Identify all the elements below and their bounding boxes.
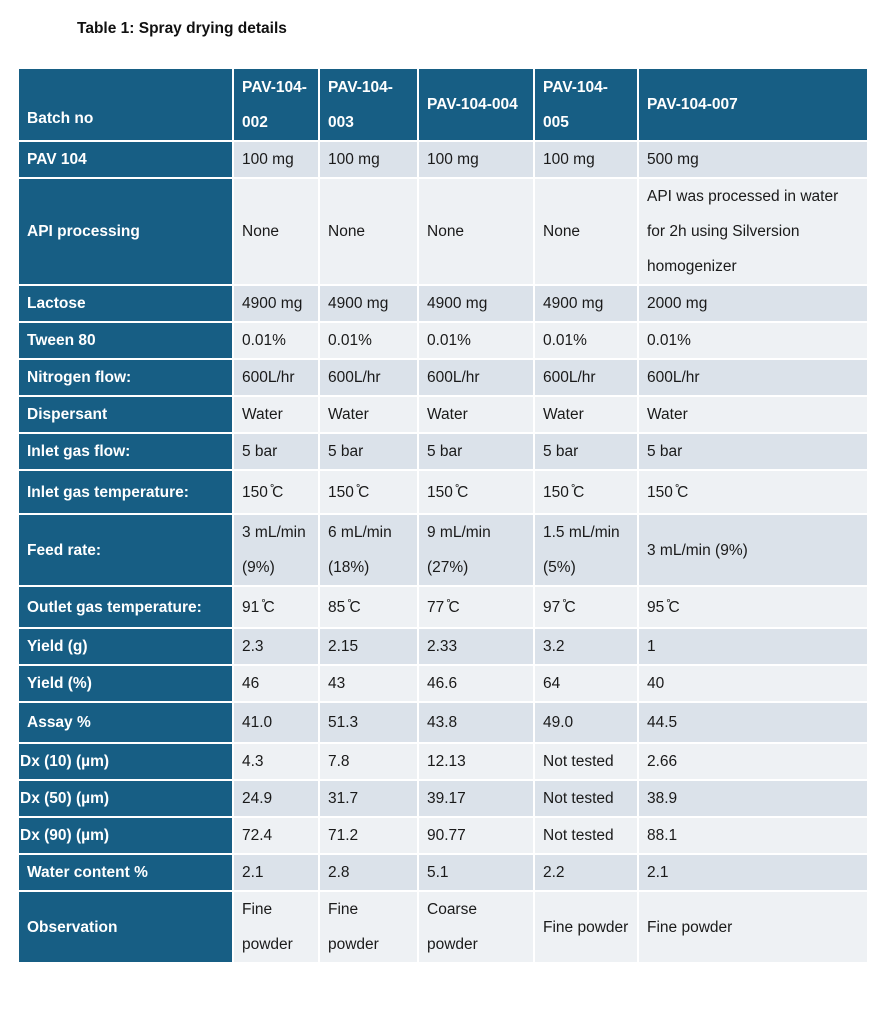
table-cell: 77 ̊C [418, 586, 534, 628]
table-cell: 5 bar [233, 433, 319, 470]
table-cell: 4.3 [233, 743, 319, 780]
table-cell: Not tested [534, 743, 638, 780]
row-label: Lactose [18, 285, 233, 322]
table-cell: 5.1 [418, 854, 534, 891]
table-row [18, 470, 868, 514]
table-row [18, 141, 868, 178]
table-cell: 4900 mg [534, 285, 638, 322]
table-cell: 600L/hr [638, 359, 868, 396]
table-cell: Fine powder [638, 891, 868, 963]
table-row [18, 817, 868, 854]
table-cell: 500 mg [638, 141, 868, 178]
row-label: Feed rate: [18, 514, 233, 586]
table-cell: 150 ̊C [233, 470, 319, 514]
table-cell: 600L/hr [319, 359, 418, 396]
table-cell: None [233, 178, 319, 285]
table-row [18, 396, 868, 433]
table-row [18, 743, 868, 780]
table-cell: 46.6 [418, 665, 534, 702]
table-cell: 3 mL/min (9%) [233, 514, 319, 586]
table-row [18, 702, 868, 743]
table-cell: 100 mg [233, 141, 319, 178]
batch-header: PAV-104-002 [233, 68, 319, 141]
table-cell: 88.1 [638, 817, 868, 854]
table-cell: 0.01% [638, 322, 868, 359]
table-cell: 100 mg [319, 141, 418, 178]
table-cell: Water [233, 396, 319, 433]
row-label: Dispersant [18, 396, 233, 433]
table-cell: 90.77 [418, 817, 534, 854]
table-cell: 150 ̊C [534, 470, 638, 514]
table-cell: 2.2 [534, 854, 638, 891]
table-row [18, 178, 868, 285]
table-cell: 9 mL/min (27%) [418, 514, 534, 586]
table-cell: 46 [233, 665, 319, 702]
table-cell: 600L/hr [233, 359, 319, 396]
table-cell: 0.01% [534, 322, 638, 359]
table-cell: 5 bar [534, 433, 638, 470]
row-label: Inlet gas temperature: [18, 470, 233, 514]
table-cell: 6 mL/min (18%) [319, 514, 418, 586]
table-cell: 4900 mg [319, 285, 418, 322]
row-label: Outlet gas temperature: [18, 586, 233, 628]
table-row [18, 854, 868, 891]
table-cell: 5 bar [418, 433, 534, 470]
table-cell: Water [534, 396, 638, 433]
table-cell: 3 mL/min (9%) [638, 514, 868, 586]
table-row [18, 780, 868, 817]
table-cell: 4900 mg [233, 285, 319, 322]
table-row [18, 586, 868, 628]
table-cell: 0.01% [233, 322, 319, 359]
table-cell: 0.01% [319, 322, 418, 359]
batch-header: PAV-104-003 [319, 68, 418, 141]
table-cell: 95 ̊C [638, 586, 868, 628]
table-cell: 24.9 [233, 780, 319, 817]
row-label: Assay % [18, 702, 233, 743]
table-cell: 64 [534, 665, 638, 702]
table-cell: 5 bar [638, 433, 868, 470]
table-cell: 91 ̊C [233, 586, 319, 628]
table-cell: 2.8 [319, 854, 418, 891]
table-cell: Water [418, 396, 534, 433]
table-cell: None [534, 178, 638, 285]
table-cell: 150 ̊C [418, 470, 534, 514]
table-cell: 600L/hr [534, 359, 638, 396]
table-cell: 51.3 [319, 702, 418, 743]
table-cell: 0.01% [418, 322, 534, 359]
table-cell: 4900 mg [418, 285, 534, 322]
row-label: Dx (50) (µm) [18, 780, 233, 817]
table-cell: Fine powder [534, 891, 638, 963]
table-cell: 2.66 [638, 743, 868, 780]
table-cell: Not tested [534, 780, 638, 817]
row-label: Water content % [18, 854, 233, 891]
row-label: Tween 80 [18, 322, 233, 359]
table-row [18, 628, 868, 665]
table-cell: 12.13 [418, 743, 534, 780]
row-label: Dx (90) (µm) [18, 817, 233, 854]
table-cell: Not tested [534, 817, 638, 854]
row-label: Dx (10) (µm) [18, 743, 233, 780]
table-cell: 100 mg [418, 141, 534, 178]
table-cell: API was processed in water for 2h using Silversion homogenizer [638, 178, 868, 285]
table-cell: 41.0 [233, 702, 319, 743]
table-cell: 3.2 [534, 628, 638, 665]
table-cell: 2000 mg [638, 285, 868, 322]
table-cell: 1 [638, 628, 868, 665]
batch-header: PAV-104-005 [534, 68, 638, 141]
table-cell: 2.1 [638, 854, 868, 891]
table-cell: Fine powder [233, 891, 319, 963]
row-label: API processing [18, 178, 233, 285]
table-cell: 49.0 [534, 702, 638, 743]
table-cell: 31.7 [319, 780, 418, 817]
header-row [18, 68, 868, 141]
spray-drying-table [17, 67, 869, 964]
table-cell: 85 ̊C [319, 586, 418, 628]
table-cell: 97 ̊C [534, 586, 638, 628]
row-label: Nitrogen flow: [18, 359, 233, 396]
table-cell: 39.17 [418, 780, 534, 817]
table-cell: None [319, 178, 418, 285]
table-cell: 38.9 [638, 780, 868, 817]
table-cell: Coarse powder [418, 891, 534, 963]
table-cell: 72.4 [233, 817, 319, 854]
table-row [18, 891, 868, 963]
table-row [18, 514, 868, 586]
table-cell: 40 [638, 665, 868, 702]
table-cell: 150 ̊C [319, 470, 418, 514]
table-cell: 2.3 [233, 628, 319, 665]
table-row [18, 665, 868, 702]
table-cell: 2.1 [233, 854, 319, 891]
table-row [18, 433, 868, 470]
table-cell: 2.33 [418, 628, 534, 665]
table-cell: 1.5 mL/min (5%) [534, 514, 638, 586]
table-cell: 44.5 [638, 702, 868, 743]
row-label: Inlet gas flow: [18, 433, 233, 470]
table-cell: 100 mg [534, 141, 638, 178]
row-label: Yield (%) [18, 665, 233, 702]
table-cell: None [418, 178, 534, 285]
row-label: Yield (g) [18, 628, 233, 665]
table-cell: 5 bar [319, 433, 418, 470]
table-cell: 43.8 [418, 702, 534, 743]
table-cell: 7.8 [319, 743, 418, 780]
table-row [18, 359, 868, 396]
table-cell: Water [319, 396, 418, 433]
row-label: PAV 104 [18, 141, 233, 178]
table-cell: 150 ̊C [638, 470, 868, 514]
table-cell: 2.15 [319, 628, 418, 665]
table-caption: Table 1: Spray drying details [77, 20, 287, 37]
batch-header: PAV-104-007 [638, 68, 868, 141]
batch-no-header: Batch no [18, 68, 233, 141]
table-cell: Water [638, 396, 868, 433]
table-cell: Fine powder [319, 891, 418, 963]
table-cell: 600L/hr [418, 359, 534, 396]
table-row [18, 285, 868, 322]
batch-header: PAV-104-004 [418, 68, 534, 141]
row-label: Observation [18, 891, 233, 963]
table-row [18, 322, 868, 359]
table-cell: 43 [319, 665, 418, 702]
table-cell: 71.2 [319, 817, 418, 854]
